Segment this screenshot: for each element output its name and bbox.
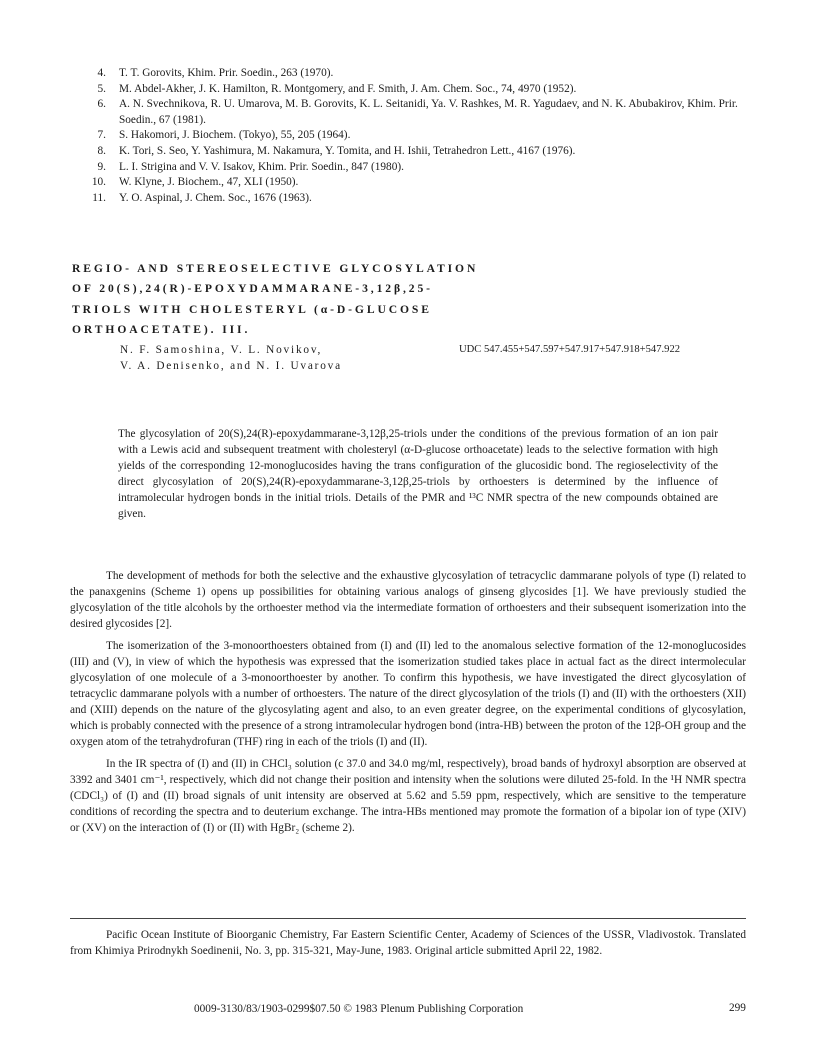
reference-item — [70, 160, 770, 176]
body-paragraph: The isomerization of the 3-monoorthoesters obtained from (I) and (II) led to the anomalous selective formation of the 12-monoglucosides (III) and (V), in view of which the hypothesis was expressed that the isomerization studied takes place in actual fact as the direct intermolecular glycosylation of one molecule of a 3-monoorthoester by another. To confirm this hypothesis, we have investigated the direct glycosylation of tetracyclic dammarane polyols with a number of orthoesters. The nature of the direct glycosylation of the triols (I) and (II) with the orthoesters (XII) and (XIII) depends on the nature of the glycosylating agent and also, to an even greater degree, on the experimental conditions of glycosylation, which is probably connected with the presence of a strong intramolecular hydrogen bond (intra-HB) between the proton of the 12β-OH group and the oxygen atom of the tetrahydrofuran (THF) ring in each of the triols (I) and (II). — [70, 640, 746, 748]
author-list — [120, 342, 342, 375]
reference-text: A. N. Svechnikova, R. U. Umarova, M. B. Gorovits, K. L. Seitanidi, Ya. V. Rashkes, M. R. Yagudaev, and N. K. Abubakirov, Khim. Prir. Soedin., 67 (1981). — [119, 98, 738, 126]
reference-number: 9. — [97, 160, 106, 173]
footnote-divider — [70, 918, 746, 919]
reference-text: W. Klyne, J. Biochem., 47, XLI (1950). — [119, 176, 299, 189]
body-paragraph: In the IR spectra of (I) and (II) in CHCl₃ solution (c 37.0 and 34.0 mg/ml, respectively), broad bands of hydroxyl absorption are observed at 3392 and 3401 cm⁻¹, respectively, which did not change their position and intensity when the solutions were diluted 25-fold. In the ¹H NMR spectra (CDCl₃) of (I) and (II) broad signals of unit intensity are observed at 5.62 and 5.59 ppm, respectively, which are sensitive to the temperature conditions of recording the spectra and to deuterium exchange. The intra-HBs mentioned may promote the formation of a bipolar ion of type (XIV) or (XV) on the interaction of (I) or (II) with HgBr₂ (scheme 2). — [70, 757, 746, 834]
udc-code: UDC 547.455+547.597+547.917+547.918+547.922 — [459, 344, 681, 355]
reference-number: 4. — [97, 67, 106, 79]
reference-item — [70, 144, 770, 160]
reference-text: Y. O. Aspinal, J. Chem. Soc., 1676 (1963). — [119, 191, 312, 204]
article-body — [70, 569, 746, 843]
reference-item — [70, 66, 770, 82]
copyright-line: 0009-3130/83/1903-0299$07.50 © 1983 Plenum Publishing Corporation — [194, 1003, 524, 1015]
article-title — [72, 259, 532, 341]
reference-number: 5. — [97, 82, 106, 95]
reference-number: 8. — [97, 144, 106, 157]
affiliation-footnote: Pacific Ocean Institute of Bioorganic Chemistry, Far Eastern Scientific Center, Academy of Sciences of the USSR, Vladivostok. Translated from Khimiya Prirodnykh Soedinenii, No. 3, pp. 315-321, May-June, 1983. Original article submitted April 22, 1982. — [70, 929, 746, 957]
author-line: N. F. Samoshina, V. L. Novikov, — [120, 344, 323, 356]
abstract: The glycosylation of 20(S),24(R)-epoxydammarane-3,12β,25-triols under the conditions of the previous formation of an ion pair with a Lewis acid and subsequent treatment with cholesteryl (α-D-glucose orthoacetate) leads to the selective formation with high yields of the corresponding 12-monoglucosides having the trans configuration of the glucosidic bond. The regioselectivity of the direct glycosylation of 20(S),24(R)-epoxydammarane-3,12β,25-triols by orthoesters is determined by the influence of intramolecular hydrogen bonds in the initial triols. Details of the PMR and ¹³C NMR spectra of the new compounds obtained are given. — [118, 428, 718, 520]
reference-item — [70, 128, 770, 144]
reference-text: K. Tori, S. Seo, Y. Yashimura, M. Nakamura, Y. Tomita, and H. Ishii, Tetrahedron Lett., 4167 (1976). — [119, 144, 576, 157]
reference-list — [70, 66, 770, 206]
reference-item — [70, 175, 770, 191]
body-paragraph: The development of methods for both the selective and the exhaustive glycosylation of tetracyclic dammarane polyols of type (I) related to the panaxgenins (Scheme 1) opens up possibilities for obtaining various analogs of ginseng glycosides [1]. We have previously studied the glycosylation of the title alcohols by the orthoester method via the intermediate formation of orthoesters and their subsequent isomerization into the desired glycosides [2]. — [70, 570, 746, 630]
title-line: TRIOLS WITH CHOLESTERYL (α-D-GLUCOSE — [72, 302, 432, 316]
page-number: 299 — [729, 1002, 746, 1014]
reference-text: L. I. Strigina and V. V. Isakov, Khim. Prir. Soedin., 847 (1980). — [119, 160, 404, 173]
title-line: OF 20(S),24(R)-EPOXYDAMMARANE-3,12β,25- — [72, 282, 433, 296]
reference-number: 7. — [97, 129, 106, 142]
reference-text: T. T. Gorovits, Khim. Prir. Soedin., 263 (1970). — [119, 67, 334, 79]
author-line: V. A. Denisenko, and N. I. Uvarova — [120, 360, 342, 373]
reference-item — [70, 82, 770, 98]
reference-number: 6. — [97, 98, 106, 111]
reference-text: M. Abdel-Akher, J. K. Hamilton, R. Montgomery, and F. Smith, J. Am. Chem. Soc., 74, 4970 (1952). — [119, 82, 577, 95]
reference-item — [70, 97, 770, 128]
reference-item — [70, 191, 770, 207]
reference-text: S. Hakomori, J. Biochem. (Tokyo), 55, 205 (1964). — [119, 129, 351, 142]
title-line: REGIO- AND STEREOSELECTIVE GLYCOSYLATION — [72, 262, 479, 275]
reference-number: 11. — [92, 191, 106, 204]
reference-number: 10. — [91, 176, 106, 189]
title-line: ORTHOACETATE). III. — [72, 323, 251, 337]
